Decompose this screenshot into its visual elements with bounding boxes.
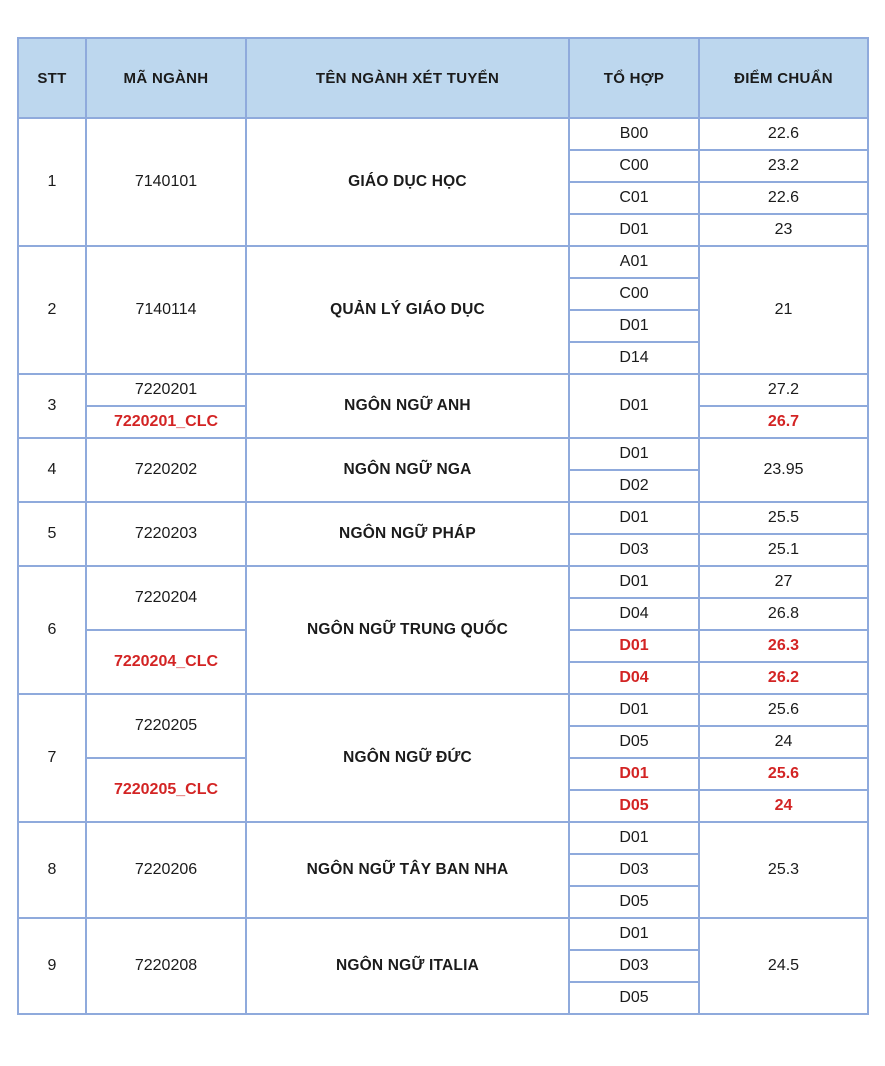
stt-cell: 5 [18,502,86,566]
major-name-cell: GIÁO DỤC HỌC [246,118,569,246]
major-code-cell: 7220201_CLC [86,406,246,438]
page [0,37,885,1015]
combo-cell: D05 [569,886,699,918]
score-cell: 22.6 [699,182,868,214]
major-name-cell: NGÔN NGỮ ĐỨC [246,694,569,822]
header-stt: STT [18,38,86,118]
major-code-cell: 7220208 [86,918,246,1014]
table-row [18,438,868,470]
combo-cell: D05 [569,982,699,1014]
table-row [18,918,868,950]
combo-cell: D01 [569,374,699,438]
score-cell: 25.3 [699,822,868,918]
combo-cell: C01 [569,182,699,214]
stt-cell: 1 [18,118,86,246]
major-code-cell: 7220206 [86,822,246,918]
score-cell: 26.2 [699,662,868,694]
table-row [18,566,868,598]
major-name-cell: NGÔN NGỮ TRUNG QUỐC [246,566,569,694]
combo-cell: D01 [569,214,699,246]
combo-cell: D01 [569,822,699,854]
stt-cell: 2 [18,246,86,374]
major-name-cell: NGÔN NGỮ TÂY BAN NHA [246,822,569,918]
combo-cell: D14 [569,342,699,374]
score-cell: 25.1 [699,534,868,566]
header-major-code: MÃ NGÀNH [86,38,246,118]
major-code-cell: 7220201 [86,374,246,406]
major-name-cell: NGÔN NGỮ NGA [246,438,569,502]
major-name-cell: NGÔN NGỮ PHÁP [246,502,569,566]
major-code-cell: 7220205 [86,694,246,758]
combo-cell: D04 [569,662,699,694]
header-score: ĐIỂM CHUẨN [699,38,868,118]
combo-cell: D01 [569,502,699,534]
combo-cell: D01 [569,630,699,662]
combo-cell: D01 [569,310,699,342]
combo-cell: D03 [569,950,699,982]
stt-cell: 9 [18,918,86,1014]
combo-cell: A01 [569,246,699,278]
major-code-cell: 7220203 [86,502,246,566]
table-row [18,822,868,854]
major-code-cell: 7140101 [86,118,246,246]
score-cell: 26.3 [699,630,868,662]
score-cell: 27.2 [699,374,868,406]
score-cell: 23 [699,214,868,246]
major-name-cell: NGÔN NGỮ ITALIA [246,918,569,1014]
score-cell: 25.6 [699,758,868,790]
major-code-cell: 7220202 [86,438,246,502]
stt-cell: 8 [18,822,86,918]
combo-cell: B00 [569,118,699,150]
combo-cell: D01 [569,694,699,726]
admission-scores-table [17,37,869,1015]
header-combo: TỔ HỢP [569,38,699,118]
combo-cell: D01 [569,566,699,598]
major-code-cell: 7220204_CLC [86,630,246,694]
combo-cell: D02 [569,470,699,502]
stt-cell: 4 [18,438,86,502]
score-cell: 24 [699,726,868,758]
combo-cell: D01 [569,438,699,470]
stt-cell: 3 [18,374,86,438]
score-cell: 24 [699,790,868,822]
table-row [18,118,868,150]
score-cell: 24.5 [699,918,868,1014]
header-major-name: TÊN NGÀNH XÉT TUYỂN [246,38,569,118]
table-row [18,694,868,726]
major-code-cell: 7140114 [86,246,246,374]
score-cell: 25.6 [699,694,868,726]
table-header-row [18,38,868,118]
major-code-cell: 7220204 [86,566,246,630]
score-cell: 26.8 [699,598,868,630]
combo-cell: D03 [569,854,699,886]
table-row [18,246,868,278]
major-name-cell: NGÔN NGỮ ANH [246,374,569,438]
score-cell: 25.5 [699,502,868,534]
score-cell: 21 [699,246,868,374]
table-row [18,502,868,534]
combo-cell: D01 [569,758,699,790]
score-cell: 22.6 [699,118,868,150]
major-code-cell: 7220205_CLC [86,758,246,822]
combo-cell: C00 [569,150,699,182]
table-row [18,374,868,406]
score-cell: 23.95 [699,438,868,502]
score-cell: 26.7 [699,406,868,438]
combo-cell: D03 [569,534,699,566]
major-name-cell: QUẢN LÝ GIÁO DỤC [246,246,569,374]
combo-cell: D01 [569,918,699,950]
combo-cell: C00 [569,278,699,310]
score-cell: 27 [699,566,868,598]
combo-cell: D05 [569,726,699,758]
stt-cell: 6 [18,566,86,694]
combo-cell: D04 [569,598,699,630]
combo-cell: D05 [569,790,699,822]
score-cell: 23.2 [699,150,868,182]
stt-cell: 7 [18,694,86,822]
